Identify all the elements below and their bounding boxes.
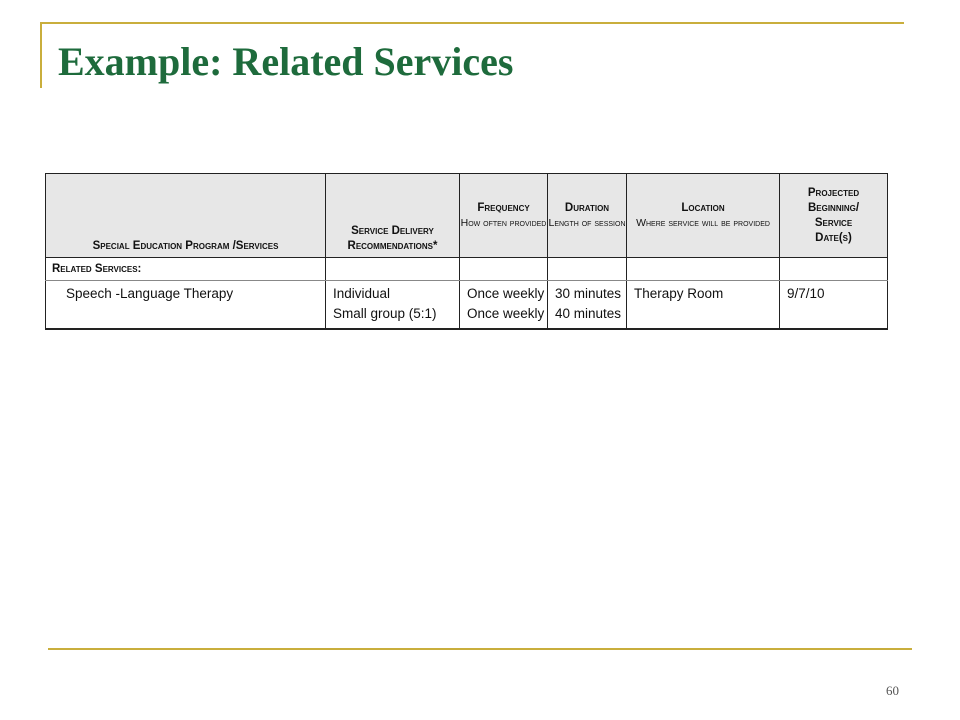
header-location-sub: Where service will be provided — [636, 216, 770, 229]
page-number: 60 — [886, 683, 899, 698]
cell-date — [780, 281, 888, 330]
header-program — [46, 174, 326, 258]
header-projected-line1: Projected — [807, 186, 860, 199]
frequency-1: Once weekly — [467, 286, 545, 301]
location-value: Therapy Room — [634, 286, 724, 301]
header-projected-line4: Date(s) — [815, 231, 852, 244]
cell-service — [46, 281, 326, 330]
header-projected-date — [780, 174, 888, 258]
header-duration-sub: Length of session — [548, 216, 626, 229]
section-empty-cell — [627, 258, 780, 281]
header-frequency-sub: How often provided — [460, 216, 547, 229]
delivery-1: Individual — [333, 286, 391, 301]
header-row — [46, 174, 888, 258]
section-label: Related Services: — [46, 258, 326, 281]
side-rule — [40, 22, 42, 88]
section-empty-cell — [460, 258, 548, 281]
header-frequency-label: Frequency — [477, 201, 530, 214]
cell-frequency — [460, 281, 548, 330]
table-row — [46, 281, 888, 330]
header-projected-line2: Beginning/ — [807, 201, 860, 214]
section-empty-cell — [780, 258, 888, 281]
header-projected-line3: Service — [814, 216, 853, 229]
duration-2: 40 minutes — [555, 306, 622, 321]
header-delivery-line1: Service Delivery — [351, 225, 434, 237]
slide-title: Example: Related Services — [58, 39, 514, 84]
section-empty-cell — [548, 258, 627, 281]
header-location-label: Location — [681, 201, 725, 214]
header-program-label: Special Education Program /Services — [92, 240, 279, 252]
header-duration — [548, 174, 627, 258]
cell-duration — [548, 281, 627, 330]
service-name: Speech -Language Therapy — [66, 286, 234, 301]
header-duration-label: Duration — [564, 201, 610, 214]
header-delivery-line2: Recommendations* — [347, 240, 438, 252]
header-frequency — [460, 174, 548, 258]
section-row — [46, 258, 888, 281]
section-empty-cell — [326, 258, 460, 281]
related-services-table — [45, 173, 888, 330]
header-delivery — [326, 174, 460, 258]
frequency-2: Once weekly — [467, 306, 545, 321]
date-value: 9/7/10 — [787, 286, 825, 301]
top-rule — [40, 22, 904, 24]
header-location — [627, 174, 780, 258]
cell-delivery — [326, 281, 460, 330]
delivery-2: Small group (5:1) — [333, 306, 437, 321]
bottom-rule — [48, 648, 912, 650]
cell-location — [627, 281, 780, 330]
duration-1: 30 minutes — [555, 286, 622, 301]
